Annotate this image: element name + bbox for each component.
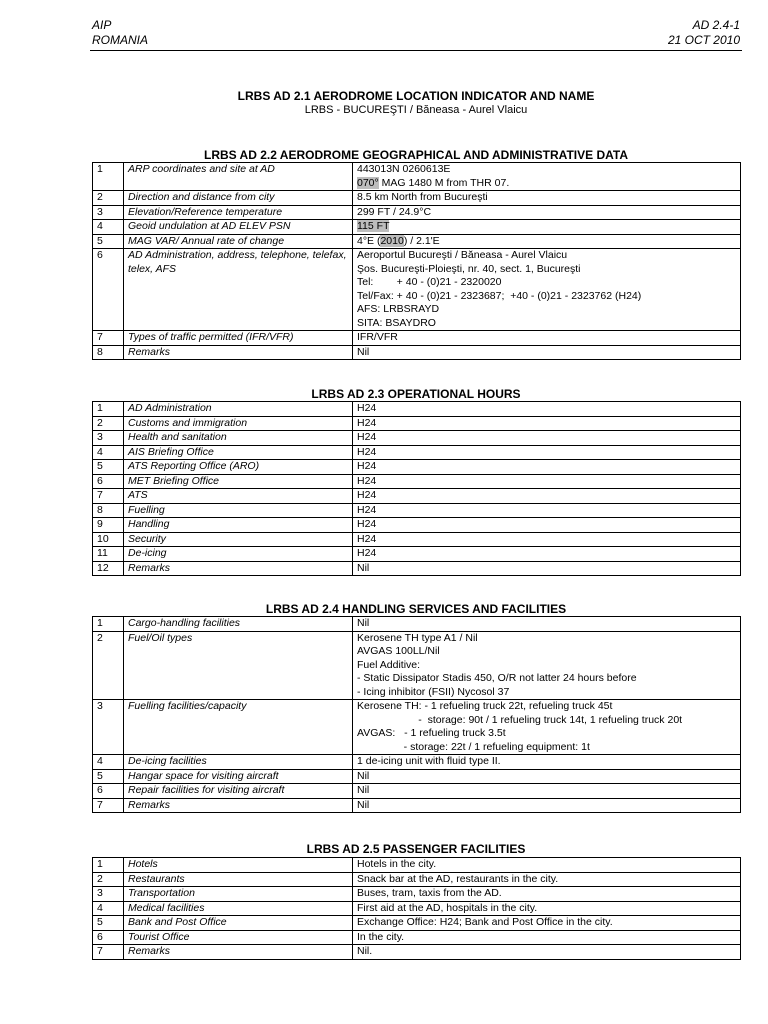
- row-number: 12: [93, 561, 124, 576]
- row-label: Geoid undulation at AD ELEV PSN: [124, 220, 353, 235]
- ad25-title: LRBS AD 2.5 PASSENGER FACILITIES: [306, 842, 526, 856]
- table-row: [93, 220, 741, 235]
- row-label: Tourist Office: [124, 930, 353, 945]
- table-row: [93, 163, 741, 191]
- table-row: [93, 798, 741, 813]
- row-label: AIS Briefing Office: [124, 445, 353, 460]
- row-value: H24: [353, 489, 741, 504]
- row-label: Security: [124, 532, 353, 547]
- table-row: [93, 617, 741, 632]
- geoid-highlight: 115 FT: [357, 220, 390, 232]
- row-number: 2: [93, 872, 124, 887]
- row-number: 4: [93, 445, 124, 460]
- row-number: 2: [93, 191, 124, 206]
- header-date: 21 OCT 2010: [667, 33, 740, 47]
- table-row: [93, 474, 741, 489]
- row-number: 7: [93, 489, 124, 504]
- value-line: - storage: 90t / 1 refueling truck 14t, 1 refueling truck 20t: [357, 713, 683, 726]
- header-aip: AIP: [92, 18, 112, 32]
- row-value: [353, 700, 741, 755]
- row-value: [353, 769, 741, 784]
- ad21-subtitle: LRBS - BUCUREŞTI / Băneasa - Aurel Vlaicu: [304, 104, 528, 116]
- value-line: - storage: 22t / 1 refueling equipment: 1t: [357, 740, 590, 753]
- magvar-year-highlight: 2010: [380, 234, 404, 247]
- row-number: 1: [93, 858, 124, 873]
- header-country: ROMANIA: [92, 33, 149, 47]
- table-row: [93, 872, 741, 887]
- row-label: Fuelling facilities/capacity: [124, 700, 353, 755]
- row-label: Medical facilities: [124, 901, 353, 916]
- table-row: [93, 700, 741, 755]
- row-value: [353, 249, 741, 331]
- header-left: [92, 18, 148, 48]
- ad24-table: [92, 616, 741, 813]
- row-label: Fuel/Oil types: [124, 631, 353, 700]
- row-value: Hotels in the city.: [353, 858, 741, 873]
- row-label: Remarks: [124, 798, 353, 813]
- value-line: - Static Dissipator Stadis 450, O/R not latter 24 hours before: [357, 672, 637, 684]
- row-label: Restaurants: [124, 872, 353, 887]
- row-label: MAG VAR/ Annual rate of change: [124, 234, 353, 249]
- row-label: Repair facilities for visiting aircraft: [124, 784, 353, 799]
- row-label: Remarks: [124, 345, 353, 360]
- row-value: [353, 784, 741, 799]
- ad22-title: LRBS AD 2.2 AERODROME GEOGRAPHICAL AND ADMINISTRATIVE DATA: [203, 148, 628, 162]
- row-number: 6: [93, 249, 124, 331]
- row-label: AD Administration: [124, 402, 353, 417]
- value-line: Nil: [357, 784, 370, 796]
- value-line: Kerosene TH type A1 / Nil: [357, 631, 478, 644]
- row-value: First aid at the AD, hospitals in the city.: [353, 901, 741, 916]
- row-number: 4: [93, 220, 124, 235]
- row-value: Buses, tram, taxis from the AD.: [353, 887, 741, 902]
- table-row: [93, 460, 741, 475]
- row-number: 7: [93, 945, 124, 960]
- row-number: 3: [93, 700, 124, 755]
- row-number: 2: [93, 416, 124, 431]
- row-number: 5: [93, 460, 124, 475]
- admin-line: Şos. Bucureşti-Ploieşti, nr. 40, sect. 1, Bucureşti: [357, 262, 581, 275]
- table-row: [93, 205, 741, 220]
- table-row: [93, 431, 741, 446]
- table-row: [93, 503, 741, 518]
- row-number: 7: [93, 798, 124, 813]
- row-number: 5: [93, 234, 124, 249]
- ad24-title: LRBS AD 2.4 HANDLING SERVICES AND FACILITIES: [265, 602, 567, 616]
- row-number: 9: [93, 518, 124, 533]
- row-number: 8: [93, 345, 124, 360]
- table-row: [93, 916, 741, 931]
- admin-line: Tel: + 40 - (0)21 - 2320020: [357, 276, 502, 288]
- table-row: [93, 930, 741, 945]
- admin-line: Tel/Fax: + 40 - (0)21 - 2323687; +40 - (0)21 - 2323762 (H24): [357, 289, 642, 302]
- row-value: IFR/VFR: [353, 331, 741, 346]
- row-label: Hangar space for visiting aircraft: [124, 769, 353, 784]
- magvar-post: ) / 2.1'E: [403, 234, 440, 247]
- row-label: Bank and Post Office: [124, 916, 353, 931]
- admin-line: SITA: BSAYDRO: [357, 316, 436, 329]
- row-number: 11: [93, 547, 124, 562]
- row-value: [353, 755, 741, 770]
- row-number: 3: [93, 205, 124, 220]
- value-line: Kerosene TH: - 1 refueling truck 22t, refueling truck 45t: [357, 700, 613, 712]
- ad22-table: [92, 162, 741, 360]
- row-label: Health and sanitation: [124, 431, 353, 446]
- row-number: 6: [93, 784, 124, 799]
- ad25-table: [92, 857, 741, 960]
- row-value: H24: [353, 445, 741, 460]
- value-line: AVGAS 100LL/Nil: [357, 645, 440, 657]
- row-label: ATS: [124, 489, 353, 504]
- row-label: Remarks: [124, 945, 353, 960]
- row-label: De-icing: [124, 547, 353, 562]
- table-row: [93, 858, 741, 873]
- row-value: H24: [353, 532, 741, 547]
- table-row: [93, 331, 741, 346]
- value-line: Fuel Additive:: [357, 658, 421, 671]
- row-value: H24: [353, 547, 741, 562]
- table-row: [93, 755, 741, 770]
- row-value: [353, 798, 741, 813]
- table-row: [93, 489, 741, 504]
- row-label: Hotels: [124, 858, 353, 873]
- ad23-title: LRBS AD 2.3 OPERATIONAL HOURS: [311, 387, 521, 401]
- table-row: [93, 945, 741, 960]
- table-row: [93, 234, 741, 249]
- row-value: In the city.: [353, 930, 741, 945]
- arp-site-text: MAG 1480 M from THR 07.: [378, 176, 510, 189]
- table-row: [93, 249, 741, 331]
- row-value: Nil: [353, 561, 741, 576]
- row-value: H24: [353, 416, 741, 431]
- magvar-pre: 4°E (: [357, 234, 381, 247]
- table-row: [93, 901, 741, 916]
- row-label: MET Briefing Office: [124, 474, 353, 489]
- value-line: Nil: [357, 617, 370, 629]
- row-number: 1: [93, 402, 124, 417]
- table-row: [93, 402, 741, 417]
- row-label: Handling: [124, 518, 353, 533]
- row-value: H24: [353, 474, 741, 489]
- row-value: Nil.: [353, 945, 741, 960]
- header-right: [668, 18, 740, 48]
- row-number: 8: [93, 503, 124, 518]
- row-number: 7: [93, 331, 124, 346]
- value-line: Nil: [357, 769, 370, 782]
- row-number: 1: [93, 163, 124, 191]
- row-label: Transportation: [124, 887, 353, 902]
- arp-bearing-highlight: 070°: [357, 176, 379, 189]
- table-row: [93, 445, 741, 460]
- value-line: 1 de-icing unit with fluid type II.: [357, 755, 501, 767]
- row-number: 4: [93, 755, 124, 770]
- row-label: Fuelling: [124, 503, 353, 518]
- row-label: De-icing facilities: [124, 755, 353, 770]
- row-value: Exchange Office: H24; Bank and Post Office in the city.: [353, 916, 741, 931]
- value-line: AVGAS: - 1 refueling truck 3.5t: [357, 727, 506, 739]
- row-number: 6: [93, 474, 124, 489]
- row-number: 2: [93, 631, 124, 700]
- row-label: Remarks: [124, 561, 353, 576]
- ad21-title: LRBS AD 2.1 AERODROME LOCATION INDICATOR AND NAME: [237, 89, 595, 103]
- row-value: 299 FT / 24.9°C: [353, 205, 741, 220]
- row-value: Nil: [353, 345, 741, 360]
- row-value: Snack bar at the AD, restaurants in the city.: [353, 872, 741, 887]
- row-label: Direction and distance from city: [124, 191, 353, 206]
- row-value: [353, 234, 741, 249]
- row-label: AD Administration, address, telephone, telefax, telex, AFS: [124, 249, 353, 331]
- row-label: Customs and immigration: [124, 416, 353, 431]
- row-number: 6: [93, 930, 124, 945]
- table-row: [93, 631, 741, 700]
- row-number: 10: [93, 532, 124, 547]
- header-divider: [90, 50, 742, 51]
- row-value: [353, 163, 741, 191]
- table-row: [93, 561, 741, 576]
- row-number: 1: [93, 617, 124, 632]
- row-label: ATS Reporting Office (ARO): [124, 460, 353, 475]
- admin-line: AFS: LRBSRAYD: [357, 303, 440, 315]
- table-row: [93, 518, 741, 533]
- row-label: ARP coordinates and site at AD: [124, 163, 353, 191]
- row-number: 5: [93, 769, 124, 784]
- table-row: [93, 887, 741, 902]
- ad23-table: [92, 401, 741, 576]
- row-value: 8.5 km North from Bucureşti: [353, 191, 741, 206]
- value-line: - Icing inhibitor (FSII) Nycosol 37: [357, 685, 510, 698]
- row-number: 3: [93, 887, 124, 902]
- row-value: [353, 220, 741, 235]
- table-row: [93, 416, 741, 431]
- row-number: 4: [93, 901, 124, 916]
- row-value: H24: [353, 402, 741, 417]
- row-value: H24: [353, 460, 741, 475]
- header-page-ref: AD 2.4-1: [692, 18, 740, 32]
- row-value: H24: [353, 431, 741, 446]
- row-value: H24: [353, 518, 741, 533]
- table-row: [93, 547, 741, 562]
- table-row: [93, 191, 741, 206]
- row-label: Types of traffic permitted (IFR/VFR): [124, 331, 353, 346]
- row-value: H24: [353, 503, 741, 518]
- table-row: [93, 784, 741, 799]
- row-label: Cargo-handling facilities: [124, 617, 353, 632]
- admin-line: Aeroportul Bucureşti / Băneasa - Aurel Vlaicu: [357, 249, 568, 261]
- row-number: 3: [93, 431, 124, 446]
- arp-coordinates: 443013N 0260613E: [357, 163, 451, 175]
- row-number: 5: [93, 916, 124, 931]
- table-row: [93, 345, 741, 360]
- table-row: [93, 769, 741, 784]
- value-line: Nil: [357, 798, 370, 811]
- row-value: [353, 617, 741, 632]
- row-value: [353, 631, 741, 700]
- row-label: Elevation/Reference temperature: [124, 205, 353, 220]
- table-row: [93, 532, 741, 547]
